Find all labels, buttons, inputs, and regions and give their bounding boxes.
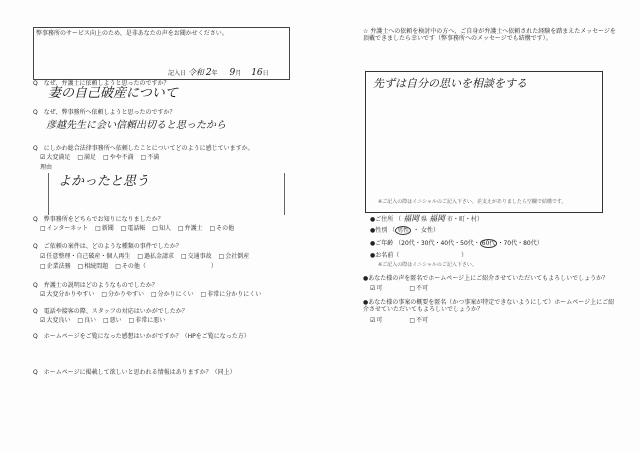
pub1-options	[370, 286, 433, 293]
address-label: ●ご住所	[370, 216, 394, 223]
q5-option-4[interactable]: □ 企業法務	[40, 263, 71, 270]
q7-options	[40, 318, 170, 325]
address-open: （	[395, 216, 402, 223]
q1-label: Q なぜ、弁護士に依頼しようと思ったのですか？	[33, 80, 170, 87]
address-line	[370, 214, 483, 224]
q6-label: Q 弁護士の説明はどのようなものでしたか？	[33, 282, 158, 289]
q8-label: Q ホームページをご覧になった感想はいかがですか？（HPをご覧になった方）	[33, 333, 250, 340]
q4-option-4[interactable]: □ 弁護士	[178, 225, 203, 232]
message-answer: 先ずは自分の思いを相談をする	[373, 77, 527, 90]
q3-options	[40, 155, 164, 162]
q4-option-1[interactable]: □ 新聞	[95, 225, 114, 232]
gender-option-0[interactable]: 男性	[397, 227, 410, 234]
q6-option-1[interactable]: □ 分かりやすい	[101, 291, 144, 298]
q7-option-3[interactable]: □ 非常に悪い	[129, 317, 166, 324]
q5-row2	[40, 264, 222, 271]
q6-option-0[interactable]: ☑ 大変分かりやすい	[40, 291, 94, 298]
message-label: ☆ 弁護士への依頼を検討中の方へ、ご自身が弁護士へ依頼された経験を踏まえたメッセージを頂戴できましたら幸いです（弊事務所へのメッセージでも結構です）。	[363, 28, 616, 42]
name-label: ●お名前（	[370, 252, 400, 259]
pub2-options	[370, 318, 433, 325]
q3-option-1[interactable]: □ 満足	[77, 154, 96, 161]
q5-option-6[interactable]: □ その他（	[115, 263, 146, 270]
q7-option-0[interactable]: ☑ 大変良い	[40, 317, 70, 324]
note-top: ※ご記入の際はイニシャルのご記入下さい。差支えがありましたら空欄で結構です。	[378, 199, 567, 205]
q3-option-2[interactable]: □ やや不満	[103, 154, 134, 161]
q5-option-2[interactable]: □ 交通事故	[181, 253, 212, 260]
date-month: 9	[229, 68, 236, 78]
gender-label: ●性別	[370, 227, 388, 234]
q3-label: Q にしかわ総合法律事務所へ依頼したことについてどのように感じていますか。	[33, 145, 254, 152]
age-label: ●ご年齢	[370, 240, 394, 247]
pub2-label: ●あなた様の事案の概要を匿名（かつ事案が特定できないようにして）ホームページ上にご紹介させていただいてもよろしいでしょうか？	[363, 299, 615, 313]
q5-option-0[interactable]: ☑ 任意整理・自己破産・個人再生	[40, 253, 130, 260]
q4-options	[40, 226, 239, 233]
address-pref: 福岡	[403, 214, 420, 223]
age-option-1[interactable]: 30代	[420, 240, 435, 247]
q4-option-0[interactable]: □ インターネット	[40, 225, 88, 232]
pub1-option-1[interactable]: □ 不可	[409, 285, 428, 292]
q7-option-1[interactable]: □ 良い	[77, 317, 96, 324]
age-option-2[interactable]: 40代	[440, 240, 455, 247]
q5-option-5[interactable]: □ 相続問題	[78, 263, 109, 270]
q2-answer: 彦越先生に会い信頼出切ると思ったから	[46, 120, 226, 131]
q5-close-paren: ）	[210, 263, 217, 270]
age-option-6[interactable]: 80代	[523, 240, 537, 247]
date-m: 月	[235, 70, 242, 77]
date-line	[168, 68, 269, 78]
gender-line: ●性別 （ 男性 ・ 女性）	[370, 227, 440, 234]
age-option-4[interactable]: 60代	[481, 240, 496, 247]
age-line: ●ご年齢 （20代・30代・40代・50代・ 60代 ・70代・80代）	[370, 240, 543, 247]
age-option-5[interactable]: 70代	[503, 240, 518, 247]
address-suffix: 市・町・村）	[446, 216, 483, 223]
q9-label: Q ホームページに掲載して欲しいと思われる情報はありますか？（同上）	[33, 369, 236, 376]
q4-option-5[interactable]: □ その他	[210, 225, 235, 232]
date-day: 16	[251, 68, 263, 78]
q4-option-3[interactable]: □ 知人	[152, 225, 171, 232]
pub1-option-0[interactable]: ☑ 可	[370, 285, 382, 292]
q5-row1	[40, 254, 254, 261]
date-d: 日	[262, 70, 269, 77]
message-box	[365, 71, 603, 213]
address-ken: 県	[421, 216, 428, 223]
date-y: 年	[211, 70, 218, 77]
q5-option-1[interactable]: □ 過払金請求	[137, 253, 174, 260]
age-option-0[interactable]: 20代	[401, 240, 415, 247]
q5-label: Q ご依頼の案件は、どのような種類の事件でしたか？	[33, 243, 182, 250]
date-prefix: 記入日	[168, 70, 187, 77]
q6-option-2[interactable]: □ 分かりにくい	[151, 291, 194, 298]
pub2-option-0[interactable]: ☑ 可	[370, 317, 382, 324]
name-line	[370, 253, 467, 260]
date-year: 2	[205, 68, 212, 78]
q7-label: Q 電話や接客の際、スタッフの対応はいかがでしたか？	[33, 308, 188, 315]
q6-options	[40, 292, 266, 299]
q3-reason: よかったと思う	[58, 174, 150, 189]
age-option-3[interactable]: 50代	[460, 240, 474, 247]
q7-option-2[interactable]: □ 悪い	[103, 317, 122, 324]
q4-label: Q 弊事務所をどちらでお知りになりましたか？	[33, 216, 164, 223]
date-era: 令和	[187, 68, 204, 77]
address-city: 福岡	[428, 214, 445, 223]
q1-answer: 妻の自己破産について	[48, 86, 178, 101]
intro-text: 弊事務所のサービス向上のため、是非あなたの声をお聞かせください。	[36, 30, 228, 37]
q3-option-3[interactable]: □ 不満	[141, 154, 160, 161]
q5-option-3[interactable]: □ 会社倒産	[219, 253, 250, 260]
q6-option-3[interactable]: □ 非常に分かりにくい	[201, 291, 262, 298]
q3-reason-label: 理由	[40, 164, 53, 171]
q4-option-2[interactable]: □ 電話帳	[121, 225, 146, 232]
name-suffix: ）	[461, 252, 468, 259]
q3-option-0[interactable]: ☑ 大変満足	[40, 154, 70, 161]
q2-label: Q なぜ、弊事務所へ依頼しようと思ったのですか？	[33, 109, 176, 116]
gender-option-1[interactable]: 女性	[421, 227, 434, 234]
pub1-label: ●あなた様の声を匿名でホームページ上にご紹介させていただいてもよろしいでしょうか？	[363, 275, 609, 282]
pub2-option-1[interactable]: □ 不可	[409, 317, 428, 324]
initials-note: ※ご記入の際はイニシャルのご記入下さい。	[378, 262, 477, 268]
